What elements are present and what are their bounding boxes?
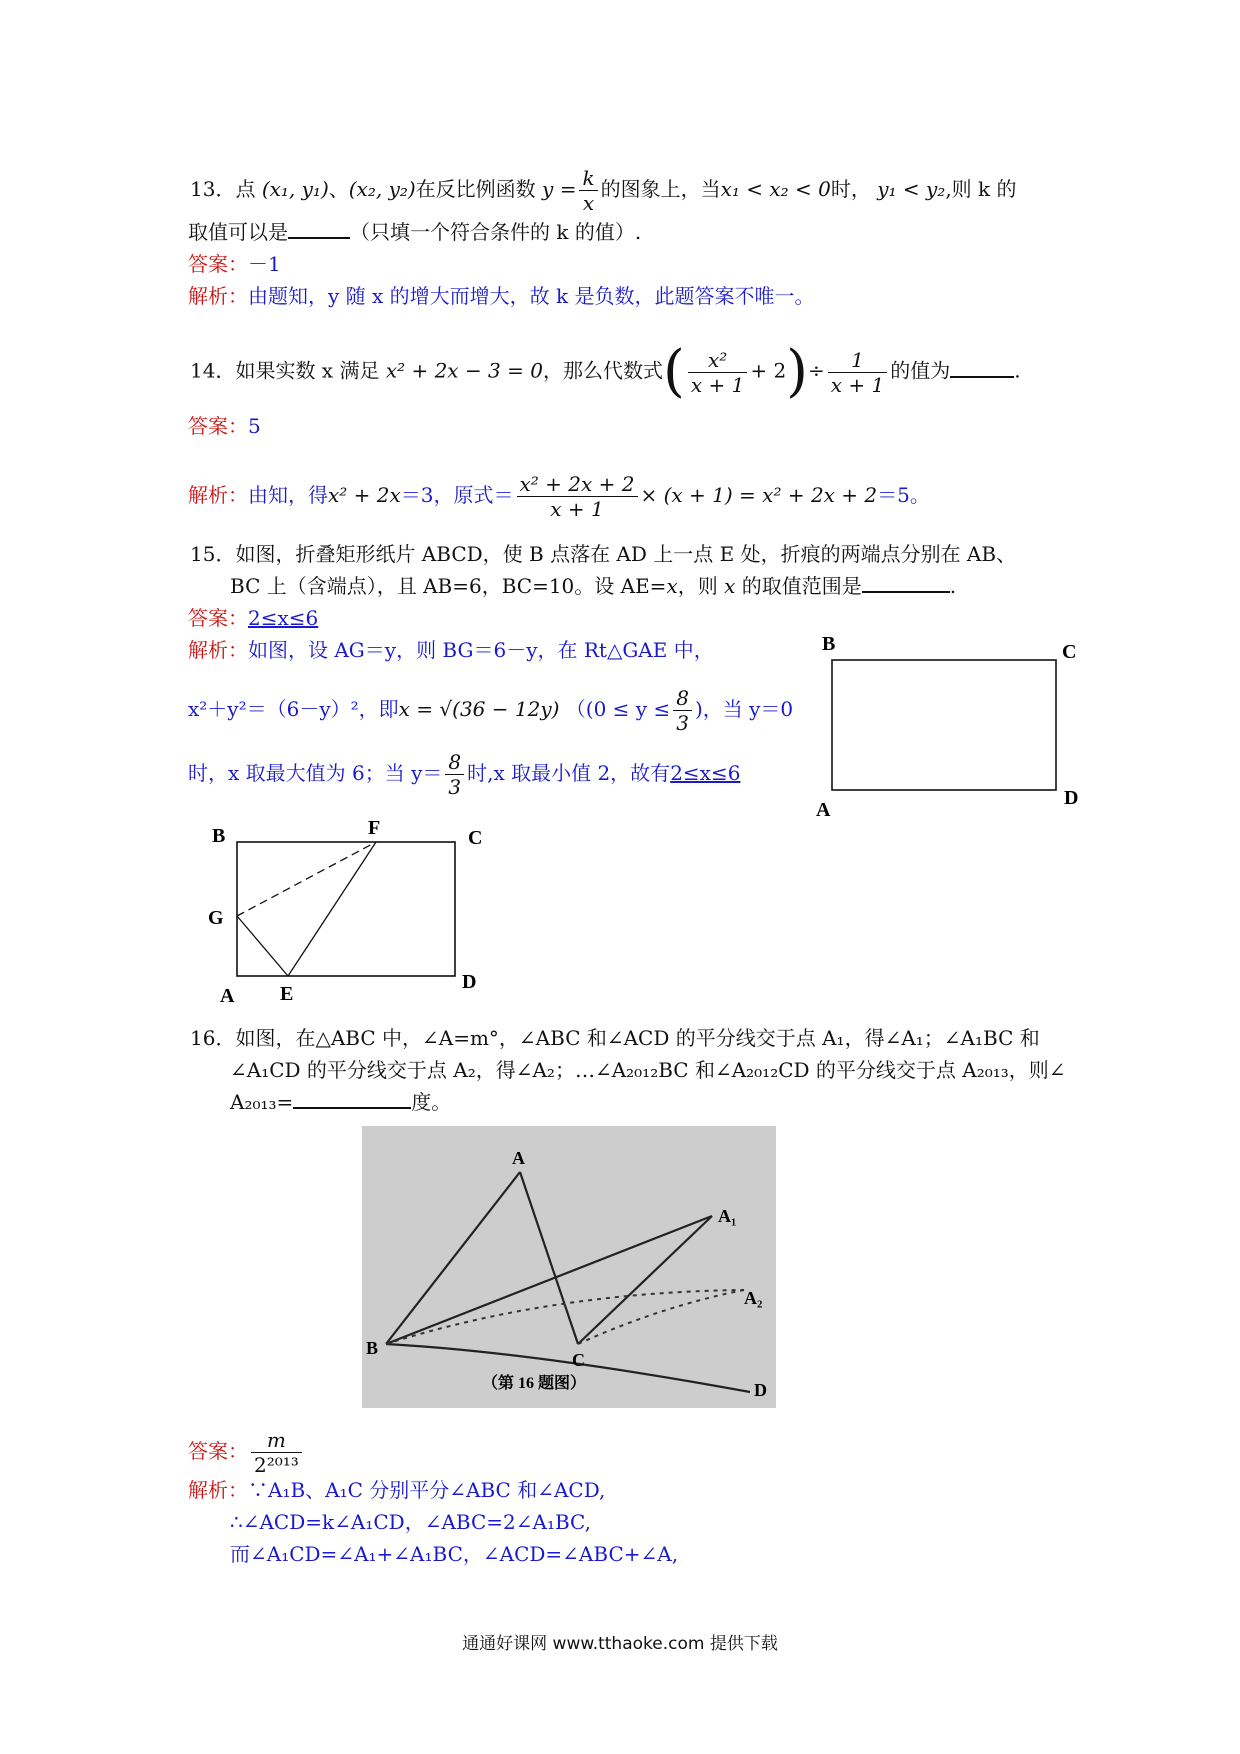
q14-analysis-eq: x² + 2x — [328, 483, 401, 507]
q15-analysis-a3b: 时,x 取最小值 2，故有 — [467, 761, 671, 785]
dashed-ca2 — [578, 1290, 744, 1344]
answer-label: 答案： — [188, 252, 248, 276]
page-footer: 通通好课网 www.tthaoke.com 提供下载 — [462, 1634, 778, 1654]
q15-analysis-2 — [188, 686, 793, 735]
q13-line2-text: 取值可以是 — [188, 220, 288, 244]
q15-frac2-den: 3 — [448, 775, 462, 799]
q15-fold-figure — [200, 812, 500, 1012]
q16-line2 — [230, 1056, 1066, 1084]
q13-sep: 、 — [328, 177, 349, 201]
q13-text: 点 — [235, 177, 256, 201]
label-b: B — [822, 633, 836, 655]
answer-value: －1 — [248, 252, 281, 276]
q14-number: 14． — [190, 358, 236, 383]
left-paren: ( — [662, 339, 685, 404]
q15-analysis-1 — [188, 636, 714, 664]
q15-line2-x: x — [666, 574, 678, 598]
q14-frac2-num: 1 — [828, 348, 887, 373]
q14-frac1-num: x² — [688, 348, 747, 373]
q16-answer-frac — [251, 1428, 302, 1477]
fig16-label-a1: A₁ — [718, 1206, 737, 1226]
fold-label-d: D — [462, 971, 477, 993]
q15-analysis-a1: 如图，设 AG＝y，则 BG＝6－y，在 Rt△GAE 中， — [248, 638, 714, 662]
q14-answer-blank — [950, 358, 1014, 378]
q13-text5: ,则 k 的 — [945, 177, 1017, 201]
q16-line3 — [230, 1088, 451, 1116]
q13-line2-text-b: （只填一个符合条件的 k 的值）. — [350, 220, 642, 244]
analysis-label: 解析： — [188, 1478, 248, 1502]
q16-analysis-a3: 而∠A₁CD=∠A₁+∠A₁BC，∠ACD=∠ABC+∠A, — [230, 1542, 679, 1566]
q15-analysis-frac1 — [673, 686, 692, 735]
q16-line3-a: A₂₀₁₃= — [230, 1090, 294, 1114]
q15-frac1-num: 8 — [673, 686, 692, 711]
q15-answer — [188, 604, 318, 632]
answer-value: 5 — [248, 414, 261, 438]
q13-cond2: y₁ < y₂ — [877, 177, 946, 201]
segment-ca1 — [578, 1216, 712, 1344]
q15-line2-b: ，则 — [677, 574, 718, 598]
q15-number: 15． — [190, 542, 236, 566]
label-c: C — [1062, 641, 1077, 663]
fold-label-b: B — [212, 825, 226, 847]
q15-answer-blank — [862, 573, 950, 593]
answer-label: 答案： — [188, 1439, 248, 1463]
q15-analysis-3 — [188, 750, 740, 799]
q15-line2-a: BC 上（含端点），且 AB=6，BC=10。设 AE= — [230, 574, 667, 598]
q16-line1-text: 如图，在△ABC 中，∠A=m°，∠ABC 和∠ACD 的平分线交于点 A₁，得∠A₁；∠A₁BC 和 — [235, 1026, 1040, 1050]
label-a: A — [816, 799, 831, 821]
analysis-text: 由题知，y 随 x 的增大而增大，故 k 是负数，此题答案不唯一。 — [248, 284, 815, 308]
q16-figure-drawing — [362, 1126, 776, 1408]
right-paren: ) — [786, 339, 809, 404]
label-d: D — [1064, 787, 1079, 809]
q16-analysis-a1: ∵A₁B、A₁C 分别平分∠ABC 和∠ACD, — [248, 1478, 606, 1502]
rectangle-abcd — [832, 660, 1056, 790]
q16-answer-num: m — [251, 1428, 302, 1453]
q16-number: 16． — [190, 1026, 236, 1050]
q16-answer-den: 2²⁰¹³ — [254, 1453, 299, 1477]
fold-line-gf — [237, 842, 376, 916]
q13-func-frac — [579, 166, 597, 215]
q13-point1: (x₁, y₁) — [261, 177, 329, 201]
q13-answer — [188, 250, 281, 278]
q14-analysis-frac — [517, 472, 638, 521]
q16-figure-photo — [362, 1126, 776, 1408]
q13-text3: 的图象上，当 — [600, 177, 721, 201]
answer-value: 2≤x≤6 — [248, 606, 319, 630]
analysis-label: 解析： — [188, 284, 248, 308]
q14-text2: ，那么代数式 — [542, 358, 663, 383]
q14-frac1-den: x + 1 — [690, 372, 745, 397]
q14-frac2 — [828, 348, 887, 397]
q15-end: . — [949, 574, 957, 598]
fig16-label-b: B — [366, 1338, 379, 1358]
q14-plus2: + 2 — [750, 358, 787, 383]
q13-cond1: x₁ < x₂ < 0 — [720, 177, 831, 201]
q14-analysis-den: x + 1 — [550, 497, 604, 521]
q15-rectangle-figure — [810, 626, 1100, 826]
q14-analysis-a1: 由知，得 — [248, 483, 328, 507]
q16-answer — [188, 1428, 305, 1477]
q13-func-num: k — [579, 166, 597, 191]
q15-line2 — [230, 572, 956, 600]
segment-ge — [237, 916, 288, 976]
q13-analysis — [188, 282, 814, 310]
q14-line1 — [190, 339, 1021, 404]
fold-label-g: G — [208, 907, 224, 929]
q14-analysis-a4: ＝5。 — [877, 483, 930, 507]
q15-line2-c: 的取值范围是 — [741, 574, 862, 598]
fold-label-a: A — [220, 985, 235, 1007]
fig16-label-a2: A₂ — [744, 1288, 763, 1308]
q16-answer-blank — [293, 1089, 411, 1109]
q16-line1 — [190, 1024, 1040, 1052]
q14-div: ÷ — [808, 358, 825, 383]
q13-answer-blank — [288, 219, 350, 239]
q16-analysis-a2: ∴∠ACD=k∠A₁CD，∠ABC=2∠A₁BC, — [230, 1510, 591, 1534]
analysis-label: 解析： — [188, 483, 248, 507]
q16-analysis-2 — [230, 1508, 591, 1536]
analysis-label: 解析： — [188, 638, 248, 662]
q15-analysis-a2b: （(0 ≤ y ≤ — [565, 697, 671, 721]
q15-analysis-expr: x = √(36 − 12y) — [398, 697, 560, 721]
dashed-ba2 — [386, 1290, 744, 1344]
q15-analysis-a3a: 时，x 取最大值为 6；当 y＝ — [188, 761, 443, 785]
q14-text3: 的值为 — [890, 358, 951, 383]
fig16-label-a: A — [512, 1148, 525, 1168]
segment-ef — [288, 842, 376, 976]
q14-end: . — [1014, 358, 1021, 383]
q16-analysis-1 — [188, 1476, 605, 1504]
q13-func-lhs: y = — [542, 177, 577, 201]
q15-frac1-den: 3 — [676, 711, 689, 735]
fold-label-f: F — [368, 817, 381, 839]
q14-analysis — [188, 472, 930, 521]
fig16-caption: （第 16 题图） — [482, 1375, 587, 1392]
q15-analysis-ans: 2≤x≤6 — [670, 761, 741, 785]
q14-answer — [188, 412, 261, 440]
answer-label: 答案： — [188, 606, 248, 630]
fold-rectangle — [237, 842, 455, 976]
q16-line2-text: ∠A₁CD 的平分线交于点 A₂，得∠A₂；…∠A₂₀₁₂BC 和∠A₂₀₁₂CD 的平分线交于点 A₂₀₁₃，则∠ — [230, 1058, 1066, 1082]
fig16-label-d: D — [754, 1380, 767, 1400]
q13-number: 13． — [190, 177, 236, 201]
segment-ac — [520, 1172, 578, 1344]
q13-line2 — [188, 218, 641, 246]
q15-line1 — [190, 540, 1016, 568]
q13-point2: (x₂, y₂) — [348, 177, 416, 201]
q13-text4: 时， — [830, 177, 871, 201]
q15-line1-text: 如图，折叠矩形纸片 ABCD，使 B 点落在 AD 上一点 E 处，折痕的两端点分别在 AB、 — [235, 542, 1017, 566]
q14-frac1 — [688, 348, 747, 397]
q15-line2-x2: x — [724, 574, 736, 598]
q15-analysis-frac2 — [445, 750, 464, 799]
q14-text: 如果实数 x 满足 — [235, 358, 380, 383]
q13-text2: 在反比例函数 — [415, 177, 536, 201]
q13-line1 — [190, 166, 1017, 215]
q14-analysis-num: x² + 2x + 2 — [517, 472, 638, 497]
fold-label-c: C — [468, 827, 483, 849]
q15-analysis-a2a: x²＋y²＝（6－y）²，即 — [188, 697, 399, 721]
fig16-label-c: C — [572, 1350, 585, 1370]
q15-frac2-num: 8 — [445, 750, 464, 775]
q16-analysis-3 — [230, 1540, 678, 1568]
q14-analysis-a2: ＝3，原式＝ — [400, 483, 514, 507]
q13-func-den: x — [582, 191, 595, 215]
q16-line3-b: 度。 — [411, 1090, 452, 1114]
q15-analysis-a2c: )，当 y＝0 — [694, 697, 794, 721]
fold-label-e: E — [280, 983, 294, 1005]
q14-analysis-a3: × (x + 1) = x² + 2x + 2 — [640, 483, 878, 507]
q14-frac2-den: x + 1 — [830, 372, 885, 397]
answer-label: 答案： — [188, 414, 248, 438]
q14-equation: x² + 2x − 3 = 0 — [385, 358, 543, 383]
